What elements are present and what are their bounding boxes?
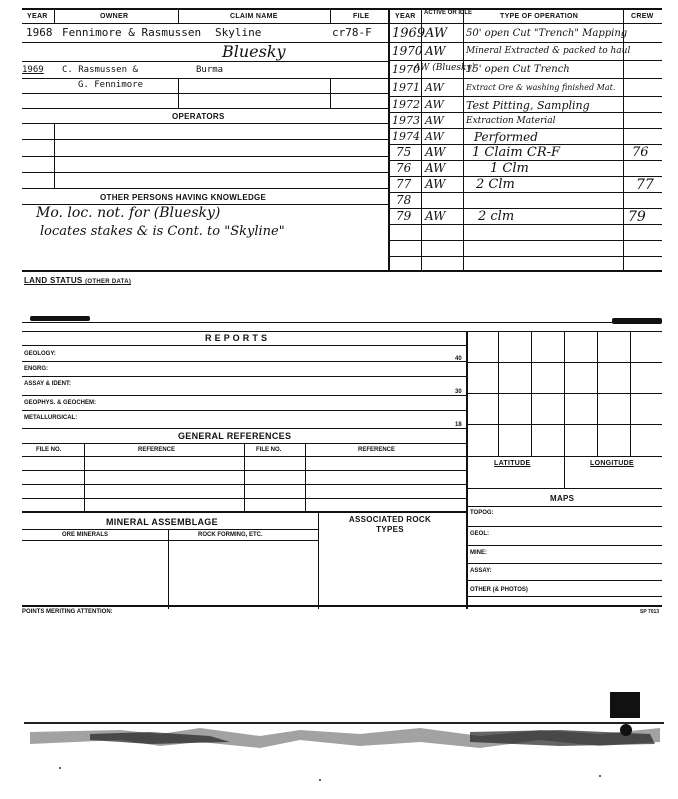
op-6-status: AW bbox=[425, 114, 444, 127]
op-2-status: AW bbox=[425, 44, 446, 58]
maps-mine: MINE: bbox=[470, 550, 487, 556]
op-10-year: 77 bbox=[396, 177, 412, 191]
mineral-assemblage-title: MINERAL ASSEMBLAGE bbox=[106, 517, 218, 527]
rock-forming: ROCK FORMING, ETC. bbox=[198, 532, 263, 538]
header-claim-name: CLAIM NAME bbox=[230, 13, 278, 20]
ore-minerals: ORE MINERALS bbox=[62, 532, 109, 538]
header-crew: CREW bbox=[631, 13, 654, 20]
form-number: SP 7013 bbox=[640, 609, 660, 615]
op-10-crew: 77 bbox=[636, 177, 654, 193]
land-status-title: LAND STATUS bbox=[24, 276, 83, 285]
header-year: YEAR bbox=[27, 13, 48, 20]
report-metallurgical: METALLURGICAL: bbox=[24, 415, 78, 421]
header-active-idle-text: ACTIVE OR IDLE bbox=[424, 10, 473, 16]
owner-row-2-claim: Bluesky bbox=[222, 42, 286, 61]
owner-row-4-owner: G. Fennimore bbox=[78, 80, 144, 90]
op-1-type: 50' open Cut "Trench" Mapping bbox=[466, 28, 628, 39]
op-8-type: 1 Claim CR-F bbox=[472, 145, 561, 160]
op-12-type: 2 clm bbox=[478, 209, 515, 224]
latitude-label: LATITUDE bbox=[494, 460, 531, 467]
report-geology-num: 40 bbox=[455, 356, 462, 362]
op-12-crew: 79 bbox=[628, 209, 646, 225]
operators-label: OPERATORS bbox=[172, 112, 225, 121]
op-5-type: Test Pitting, Sampling bbox=[466, 99, 590, 112]
op-8-status: AW bbox=[425, 145, 446, 159]
points-meriting-label: POINTS MERITING ATTENTION: bbox=[22, 609, 113, 615]
op-6-year: 1973 bbox=[392, 114, 420, 127]
smudge-left bbox=[30, 316, 90, 321]
op-7-year: 1974 bbox=[392, 130, 420, 143]
maps-geol: GEOL: bbox=[470, 531, 489, 537]
longitude-label: LONGITUDE bbox=[590, 460, 634, 467]
op-2-type: Mineral Extracted & packed to haul bbox=[466, 46, 631, 56]
op-10-status: AW bbox=[425, 177, 446, 191]
op-8-crew: 76 bbox=[632, 145, 649, 160]
ref-reference-2: REFERENCE bbox=[358, 447, 396, 453]
other-persons-note-1: Mo. loc. not. for (Bluesky) bbox=[36, 205, 221, 221]
op-4-year: 1971 bbox=[392, 81, 420, 94]
owner-row-1-claim: Skyline bbox=[215, 26, 262, 39]
op-7-type: Performed bbox=[474, 130, 538, 144]
header-file: FILE bbox=[353, 13, 370, 20]
owner-row-3-year: 1969 bbox=[22, 65, 44, 75]
header-year-ops: YEAR bbox=[395, 13, 416, 20]
op-9-type: 1 Clm bbox=[490, 161, 529, 176]
report-geology: GEOLOGY: bbox=[24, 351, 56, 357]
smudge-right bbox=[612, 318, 662, 324]
op-2-year: 1970 bbox=[392, 44, 423, 58]
general-references-title: GENERAL REFERENCES bbox=[178, 431, 292, 441]
op-5-year: 1972 bbox=[392, 98, 420, 111]
report-assay-num: 30 bbox=[455, 389, 462, 395]
report-assay: ASSAY & IDENT: bbox=[24, 381, 72, 387]
op-10-type: 2 Clm bbox=[476, 177, 515, 192]
header-owner: OWNER bbox=[100, 13, 129, 20]
op-8-year: 75 bbox=[396, 145, 412, 159]
ref-file-no-1: FILE NO. bbox=[36, 447, 62, 453]
other-persons-label: OTHER PERSONS HAVING KNOWLEDGE bbox=[100, 193, 267, 202]
associated-rock-types: ASSOCIATED ROCK TYPES bbox=[348, 515, 432, 534]
op-9-year: 76 bbox=[396, 161, 412, 175]
op-4-type: Extract Ore & washing finished Mat. bbox=[466, 83, 616, 92]
op-3-status: AW (Bluesky) bbox=[414, 63, 476, 73]
report-metallurgical-num: 18 bbox=[455, 422, 462, 428]
report-engrg: ENGRG: bbox=[24, 366, 48, 372]
op-12-year: 79 bbox=[396, 209, 412, 223]
op-5-status: AW bbox=[425, 98, 444, 111]
maps-topog: TOPOG: bbox=[470, 510, 494, 516]
reports-title: R E P O R T S bbox=[205, 333, 268, 343]
maps-other: OTHER (& PHOTOS) bbox=[470, 587, 528, 593]
op-7-status: AW bbox=[425, 130, 444, 143]
maps-title: MAPS bbox=[550, 494, 575, 503]
report-geophys: GEOPHYS. & GEOCHEM: bbox=[24, 400, 97, 406]
op-12-status: AW bbox=[425, 209, 446, 223]
header-active-idle bbox=[424, 10, 473, 16]
op-9-status: AW bbox=[425, 161, 446, 175]
op-3-type: 15' open Cut Trench bbox=[466, 64, 570, 75]
ref-file-no-2: FILE NO. bbox=[256, 447, 282, 453]
owner-row-1-file: cr78-F bbox=[332, 26, 372, 39]
op-1-year: 1969 bbox=[392, 26, 426, 41]
other-persons-note-2: locates stakes & is Cont. to "Skyline" bbox=[40, 224, 285, 239]
scan-noise-band bbox=[0, 690, 678, 799]
owner-row-3-owner: C. Rasmussen & bbox=[62, 65, 138, 75]
owner-row-3-claim: Burma bbox=[196, 65, 224, 75]
land-status-label bbox=[24, 276, 131, 285]
land-status-sub: (OTHER DATA) bbox=[85, 279, 132, 285]
owner-row-1-owner: Fennimore & Rasmussen bbox=[62, 26, 202, 39]
maps-assay: ASSAY: bbox=[470, 568, 492, 574]
op-3-year: 1970 bbox=[392, 63, 420, 76]
owner-row-1-year: 1968 bbox=[26, 26, 53, 39]
ref-reference-1: REFERENCE bbox=[138, 447, 176, 453]
op-11-year: 78 bbox=[396, 193, 412, 207]
op-4-status: AW bbox=[425, 81, 444, 94]
op-1-status: AW bbox=[425, 26, 448, 41]
header-type-operation: TYPE OF OPERATION bbox=[500, 13, 579, 20]
op-6-type: Extraction Material bbox=[466, 116, 556, 126]
